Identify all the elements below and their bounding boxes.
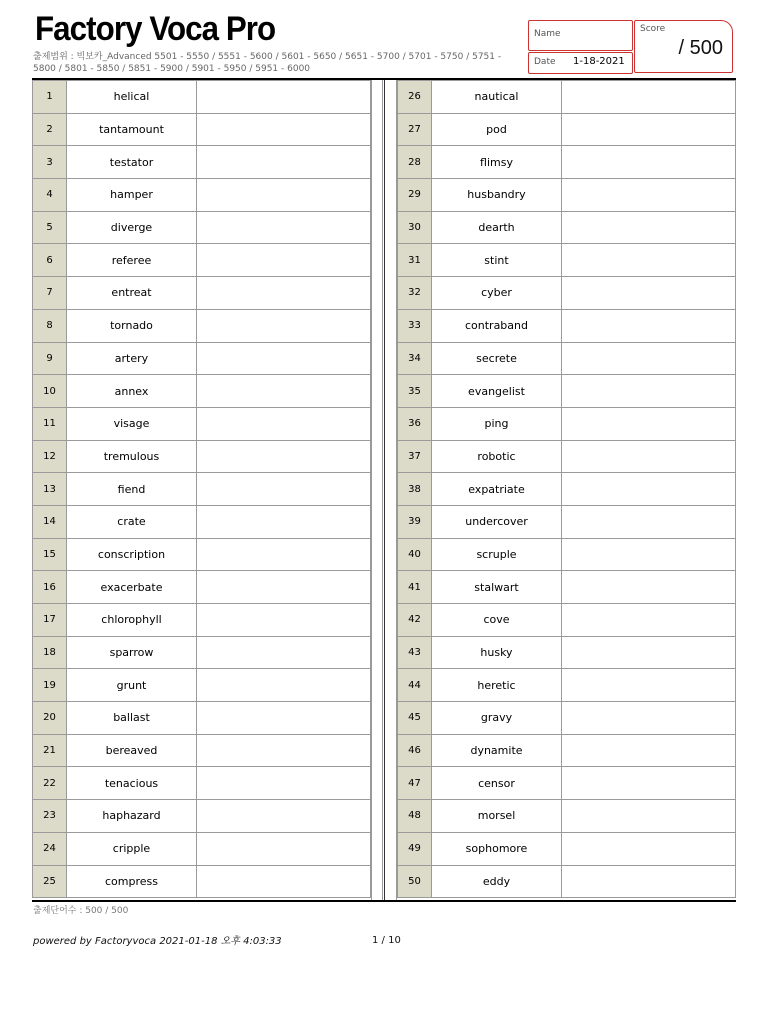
table-row <box>398 800 736 833</box>
table-row <box>33 865 371 898</box>
date-field <box>528 52 633 74</box>
word-cell: sophomore <box>432 832 562 865</box>
table-row <box>398 505 736 538</box>
table-row <box>398 767 736 800</box>
answer-cell[interactable] <box>562 309 736 342</box>
answer-cell[interactable] <box>197 473 371 506</box>
word-cell: expatriate <box>432 473 562 506</box>
word-number: 18 <box>33 636 67 669</box>
table-row <box>398 375 736 408</box>
answer-cell[interactable] <box>562 538 736 571</box>
word-number: 42 <box>398 604 432 637</box>
table-row <box>33 375 371 408</box>
word-cell: visage <box>67 407 197 440</box>
table-row <box>33 636 371 669</box>
table-row <box>33 179 371 212</box>
word-number: 48 <box>398 800 432 833</box>
word-cell: haphazard <box>67 800 197 833</box>
table-row <box>398 407 736 440</box>
answer-cell[interactable] <box>562 342 736 375</box>
word-cell: secrete <box>432 342 562 375</box>
table-row <box>398 211 736 244</box>
word-cell: grunt <box>67 669 197 702</box>
answer-cell[interactable] <box>197 146 371 179</box>
table-row <box>398 636 736 669</box>
score-field <box>634 20 733 73</box>
table-row <box>33 571 371 604</box>
answer-cell[interactable] <box>197 571 371 604</box>
table-row <box>33 342 371 375</box>
word-cell: cripple <box>67 832 197 865</box>
word-number: 49 <box>398 832 432 865</box>
word-number: 40 <box>398 538 432 571</box>
table-row <box>398 538 736 571</box>
word-cell: testator <box>67 146 197 179</box>
word-number: 37 <box>398 440 432 473</box>
word-number: 29 <box>398 179 432 212</box>
word-number: 9 <box>33 342 67 375</box>
table-row <box>33 832 371 865</box>
word-number: 32 <box>398 277 432 310</box>
table-row <box>398 669 736 702</box>
name-field[interactable] <box>528 20 633 51</box>
word-number: 38 <box>398 473 432 506</box>
table-row <box>33 702 371 735</box>
date-label: Date <box>534 57 556 67</box>
word-cell: sparrow <box>67 636 197 669</box>
date-value: 1-18-2021 <box>573 56 625 67</box>
word-cell: stalwart <box>432 571 562 604</box>
word-cell: compress <box>67 865 197 898</box>
word-number: 33 <box>398 309 432 342</box>
table-row <box>398 571 736 604</box>
word-cell: cove <box>432 604 562 637</box>
answer-cell[interactable] <box>197 734 371 767</box>
table-row <box>33 277 371 310</box>
word-number: 7 <box>33 277 67 310</box>
word-cell: chlorophyll <box>67 604 197 637</box>
table-row <box>33 211 371 244</box>
answer-cell[interactable] <box>562 767 736 800</box>
word-cell: robotic <box>432 440 562 473</box>
word-number: 19 <box>33 669 67 702</box>
answer-cell[interactable] <box>197 407 371 440</box>
table-row <box>398 473 736 506</box>
word-number: 17 <box>33 604 67 637</box>
table-row <box>33 473 371 506</box>
table-row <box>398 832 736 865</box>
word-cell: pod <box>432 113 562 146</box>
table-row <box>33 734 371 767</box>
word-cell: exacerbate <box>67 571 197 604</box>
word-cell: stint <box>432 244 562 277</box>
word-cell: tenacious <box>67 767 197 800</box>
table-row <box>33 244 371 277</box>
answer-cell[interactable] <box>197 440 371 473</box>
word-number: 39 <box>398 505 432 538</box>
word-cell: undercover <box>432 505 562 538</box>
word-number: 46 <box>398 734 432 767</box>
table-row <box>33 604 371 637</box>
answer-cell[interactable] <box>197 309 371 342</box>
table-row <box>398 342 736 375</box>
word-number: 24 <box>33 832 67 865</box>
answer-cell[interactable] <box>562 277 736 310</box>
column-gutter-left <box>371 80 383 900</box>
score-value: / 500 <box>678 37 723 59</box>
word-cell: referee <box>67 244 197 277</box>
table-row <box>398 81 736 114</box>
answer-cell[interactable] <box>562 407 736 440</box>
word-cell: entreat <box>67 277 197 310</box>
answer-cell[interactable] <box>562 505 736 538</box>
answer-cell[interactable] <box>197 800 371 833</box>
word-cell: helical <box>67 81 197 114</box>
word-cell: gravy <box>432 702 562 735</box>
answer-cell[interactable] <box>197 244 371 277</box>
answer-cell[interactable] <box>197 702 371 735</box>
answer-cell[interactable] <box>197 538 371 571</box>
exam-range-text: 출제범위 : 빅보카_Advanced 5501 - 5550 / 5551 - 5600 / 5601 - 5650 / 5651 - 5700 / 5701 - 5750 / 5751 - 5800 / 5801 - 5850 / 5851 - 5900 / 5901 - 5950 / 5951 - 6000 <box>33 52 502 74</box>
word-count: 출제단어수 : 500 / 500 <box>33 906 129 916</box>
word-number: 34 <box>398 342 432 375</box>
word-number: 26 <box>398 81 432 114</box>
word-number: 41 <box>398 571 432 604</box>
word-number: 4 <box>33 179 67 212</box>
word-cell: fiend <box>67 473 197 506</box>
word-number: 23 <box>33 800 67 833</box>
table-row <box>398 113 736 146</box>
answer-cell[interactable] <box>197 342 371 375</box>
word-cell: crate <box>67 505 197 538</box>
word-cell: nautical <box>432 81 562 114</box>
powered-by-text: powered by Factoryvoca 2021-01-18 오후 4:03:33 <box>33 936 282 947</box>
score-label: Score <box>640 24 666 34</box>
table-row <box>398 702 736 735</box>
page-number: 1 / 10 <box>372 935 401 946</box>
word-number: 43 <box>398 636 432 669</box>
column-gutter-right <box>384 80 397 900</box>
answer-cell[interactable] <box>562 146 736 179</box>
answer-cell[interactable] <box>562 244 736 277</box>
table-row <box>398 179 736 212</box>
word-number: 15 <box>33 538 67 571</box>
word-cell: husky <box>432 636 562 669</box>
word-number: 6 <box>33 244 67 277</box>
word-cell: scruple <box>432 538 562 571</box>
answer-cell[interactable] <box>562 211 736 244</box>
answer-cell[interactable] <box>197 865 371 898</box>
word-number: 35 <box>398 375 432 408</box>
word-number: 44 <box>398 669 432 702</box>
word-cell: morsel <box>432 800 562 833</box>
word-number: 2 <box>33 113 67 146</box>
answer-cell[interactable] <box>562 179 736 212</box>
word-number: 12 <box>33 440 67 473</box>
table-row <box>398 277 736 310</box>
word-number: 27 <box>398 113 432 146</box>
word-cell: diverge <box>67 211 197 244</box>
word-number: 31 <box>398 244 432 277</box>
word-cell: bereaved <box>67 734 197 767</box>
table-row <box>398 865 736 898</box>
word-number: 14 <box>33 505 67 538</box>
table-row <box>33 669 371 702</box>
word-number: 50 <box>398 865 432 898</box>
word-cell: cyber <box>432 277 562 310</box>
table-row <box>398 734 736 767</box>
word-cell: tornado <box>67 309 197 342</box>
table-row <box>33 407 371 440</box>
word-table-right <box>397 80 736 898</box>
word-cell: ping <box>432 407 562 440</box>
word-number: 8 <box>33 309 67 342</box>
page-title: Factory Voca Pro <box>35 10 276 48</box>
word-cell: censor <box>432 767 562 800</box>
table-row <box>33 440 371 473</box>
word-number: 1 <box>33 81 67 114</box>
answer-cell[interactable] <box>562 571 736 604</box>
answer-cell[interactable] <box>197 767 371 800</box>
word-cell: dynamite <box>432 734 562 767</box>
word-number: 36 <box>398 407 432 440</box>
table-row <box>33 800 371 833</box>
table-row <box>33 538 371 571</box>
table-row <box>33 81 371 114</box>
table-row <box>33 767 371 800</box>
answer-cell[interactable] <box>562 81 736 114</box>
answer-cell[interactable] <box>562 832 736 865</box>
footer-divider <box>32 900 736 902</box>
answer-cell[interactable] <box>197 113 371 146</box>
answer-cell[interactable] <box>197 211 371 244</box>
word-cell: husbandry <box>432 179 562 212</box>
word-cell: tantamount <box>67 113 197 146</box>
table-row <box>398 244 736 277</box>
word-cell: ballast <box>67 702 197 735</box>
word-cell: contraband <box>432 309 562 342</box>
table-row <box>398 309 736 342</box>
answer-cell[interactable] <box>562 375 736 408</box>
word-cell: annex <box>67 375 197 408</box>
word-number: 16 <box>33 571 67 604</box>
answer-cell[interactable] <box>197 505 371 538</box>
table-row <box>398 440 736 473</box>
word-number: 21 <box>33 734 67 767</box>
answer-cell[interactable] <box>562 734 736 767</box>
answer-cell[interactable] <box>197 81 371 114</box>
word-number: 13 <box>33 473 67 506</box>
answer-cell[interactable] <box>197 832 371 865</box>
answer-cell[interactable] <box>562 473 736 506</box>
answer-cell[interactable] <box>197 669 371 702</box>
table-row <box>33 113 371 146</box>
table-row <box>33 309 371 342</box>
answer-cell[interactable] <box>562 702 736 735</box>
word-cell: heretic <box>432 669 562 702</box>
answer-cell[interactable] <box>562 865 736 898</box>
word-number: 30 <box>398 211 432 244</box>
word-number: 10 <box>33 375 67 408</box>
word-number: 20 <box>33 702 67 735</box>
answer-cell[interactable] <box>562 113 736 146</box>
table-row <box>398 604 736 637</box>
word-cell: conscription <box>67 538 197 571</box>
word-number: 45 <box>398 702 432 735</box>
answer-cell[interactable] <box>562 440 736 473</box>
table-row <box>33 505 371 538</box>
answer-cell[interactable] <box>197 636 371 669</box>
word-cell: artery <box>67 342 197 375</box>
answer-cell[interactable] <box>562 800 736 833</box>
name-label: Name <box>534 29 561 39</box>
word-number: 25 <box>33 865 67 898</box>
answer-cell[interactable] <box>562 604 736 637</box>
word-cell: eddy <box>432 865 562 898</box>
table-row <box>33 146 371 179</box>
answer-cell[interactable] <box>197 179 371 212</box>
word-number: 3 <box>33 146 67 179</box>
word-number: 47 <box>398 767 432 800</box>
answer-cell[interactable] <box>197 277 371 310</box>
answer-cell[interactable] <box>197 604 371 637</box>
word-cell: dearth <box>432 211 562 244</box>
word-table-left <box>32 80 371 898</box>
word-number: 5 <box>33 211 67 244</box>
word-number: 11 <box>33 407 67 440</box>
word-number: 22 <box>33 767 67 800</box>
word-cell: hamper <box>67 179 197 212</box>
table-row <box>398 146 736 179</box>
word-cell: evangelist <box>432 375 562 408</box>
word-cell: tremulous <box>67 440 197 473</box>
answer-cell[interactable] <box>562 636 736 669</box>
answer-cell[interactable] <box>197 375 371 408</box>
word-number: 28 <box>398 146 432 179</box>
answer-cell[interactable] <box>562 669 736 702</box>
word-cell: flimsy <box>432 146 562 179</box>
